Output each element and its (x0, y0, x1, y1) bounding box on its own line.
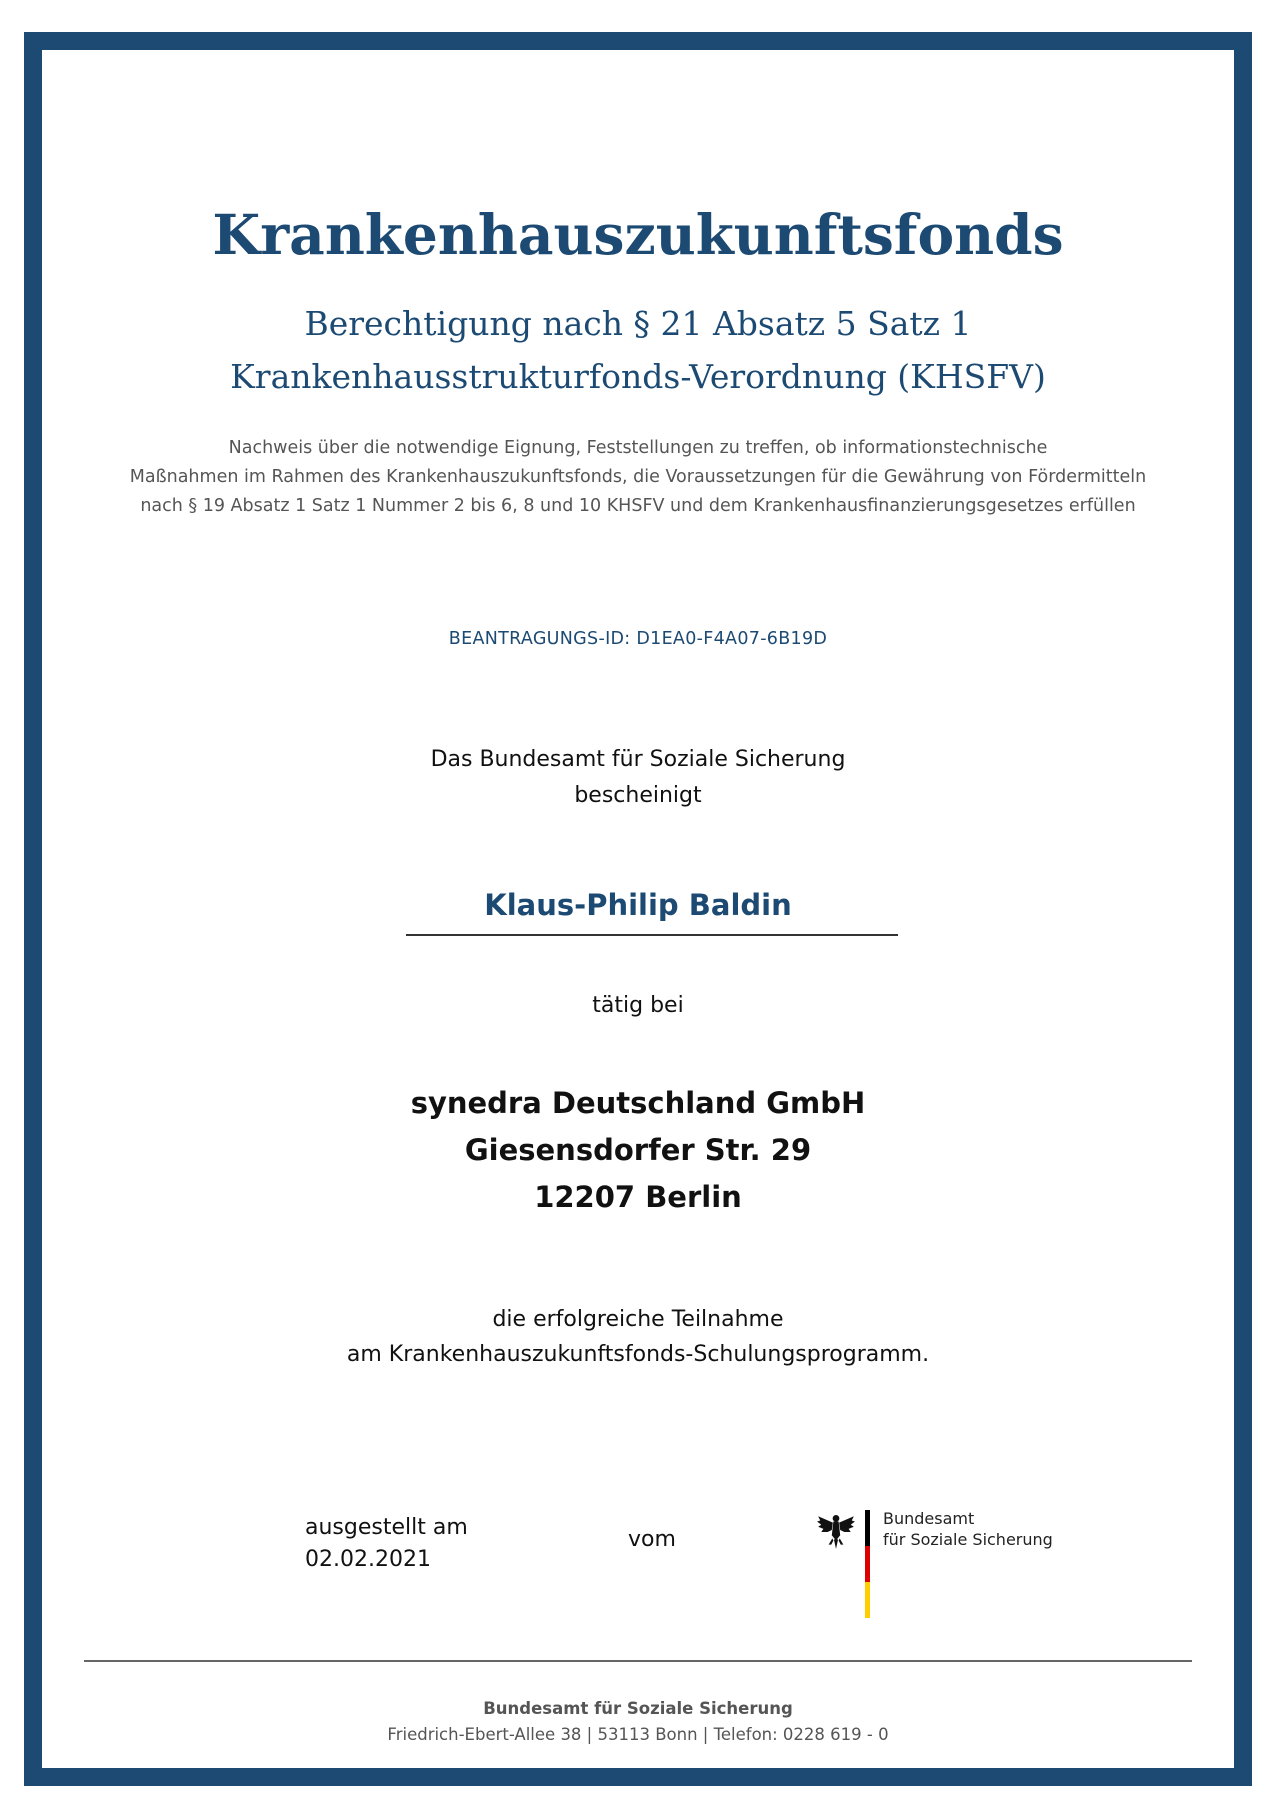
intro-line: Maßnahmen im Rahmen des Krankenhauszukunftsfonds, die Voraussetzungen für die Gewährung von Fördermitteln (129, 467, 1147, 487)
flag-stripe-gold (865, 1582, 870, 1618)
organization-city: 12207 Berlin (534, 1180, 742, 1214)
logo-line: für Soziale Sicherung (883, 1530, 1053, 1549)
participation-line: am Krankenhauszukunftsfonds-Schulungsprogramm. (346, 1342, 930, 1367)
flag-stripe-red (865, 1546, 870, 1582)
footer-organization: Bundesamt für Soziale Sicherung (483, 1699, 793, 1718)
issuer-line: Das Bundesamt für Soziale Sicherung (430, 747, 846, 772)
intro-line: nach § 19 Absatz 1 Satz 1 Nummer 2 bis 6, 8 und 10 KHSFV und dem Krankenhausfinanzierungsgesetzes erfüllen (140, 496, 1136, 516)
flag-stripe-black (865, 1510, 870, 1546)
intro-text (0, 434, 1276, 521)
logo-line: Bundesamt (883, 1509, 975, 1528)
from-label: vom (628, 1527, 676, 1552)
employed-at-label: tätig bei (592, 993, 684, 1018)
issued-label: ausgestellt am (305, 1515, 468, 1540)
certificate-title: Krankenhauszukunftsfonds (212, 202, 1064, 267)
footer-divider (84, 1660, 1192, 1662)
german-flag-bar (865, 1510, 870, 1618)
recipient-name: Klaus-Philip Baldin (484, 888, 792, 922)
organization-name: synedra Deutschland GmbH (410, 1086, 866, 1120)
subtitle-line: Berechtigung nach § 21 Absatz 5 Satz 1 (304, 304, 972, 343)
intro-line: Nachweis über die notwendige Eignung, Feststellungen zu treffen, ob informationstechnische (228, 438, 1048, 458)
issuer-line: bescheinigt (574, 783, 702, 808)
certificate-subtitle (0, 297, 1276, 403)
issued-date: 02.02.2021 (305, 1547, 431, 1572)
bas-logo (815, 1508, 1075, 1620)
name-underline (406, 934, 898, 936)
participation-statement (0, 1302, 1276, 1372)
logo-wordmark (883, 1508, 1053, 1550)
subtitle-line: Krankenhausstrukturfonds-Verordnung (KHSFV) (230, 357, 1046, 396)
organization-block (0, 1080, 1276, 1221)
participation-line: die erfolgreiche Teilnahme (492, 1307, 784, 1332)
federal-eagle-icon (815, 1510, 857, 1552)
footer-address: Friedrich-Ebert-Allee 38 | 53113 Bonn | Telefon: 0228 619 - 0 (387, 1725, 889, 1744)
application-id: BEANTRAGUNGS-ID: D1EA0-F4A07-6B19D (448, 629, 828, 649)
issuer-statement (0, 742, 1276, 814)
organization-street: Giesensdorfer Str. 29 (464, 1133, 812, 1167)
